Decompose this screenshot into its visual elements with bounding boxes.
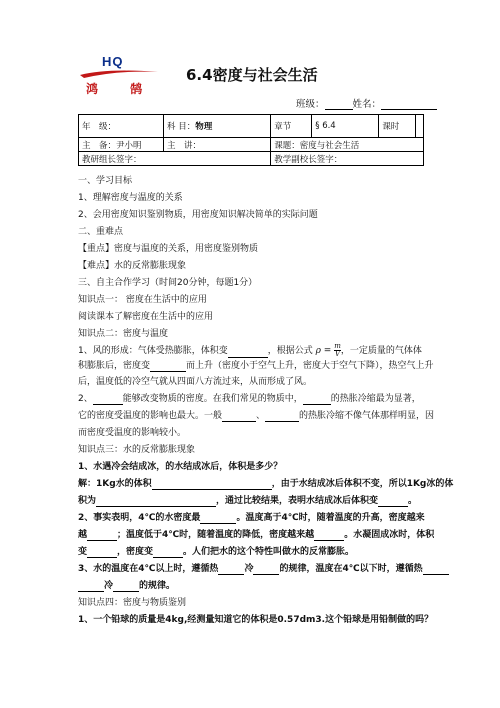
blank[interactable]	[265, 411, 299, 422]
topic-cell: 课题：密度与社会生活	[271, 138, 424, 152]
q3-1: 1、水遇冷会结成冰，的水结成冰后，体积是多少？	[78, 462, 283, 472]
logo-chinese: 鸿 鹄	[86, 82, 157, 96]
grade-cell: 年 级：	[79, 115, 164, 138]
period-cell: 课时	[379, 115, 416, 138]
blank[interactable]	[228, 347, 268, 358]
name-label: 姓名：	[352, 99, 382, 110]
q3-8: 冷 的规律。	[78, 580, 175, 592]
blank[interactable]	[87, 547, 117, 558]
goal-1: 1、理解密度与温度的关系	[78, 193, 183, 203]
q2-line3: 而密度受温度的影响较小。	[78, 428, 187, 438]
class-field[interactable]	[325, 99, 353, 110]
blank[interactable]	[87, 530, 117, 541]
class-label: 班级：	[296, 99, 325, 110]
blank[interactable]	[150, 361, 186, 372]
lesson-info-table	[78, 114, 424, 166]
knowledge-2: 知识点二：密度与温度	[78, 329, 169, 339]
blank[interactable]	[303, 394, 331, 405]
knowledge-3: 知识点三：水的反常膨胀现象	[78, 445, 196, 455]
blank[interactable]	[96, 496, 216, 507]
knowledge-1: 知识点一： 密度在生活中的应用	[78, 295, 207, 305]
density-formula: ρ = $\frac{m}{V}$	[315, 342, 341, 358]
q3-4: 2、事实表明，4℃的水密度最 。温度高于4℃时，随着温度的升高，密度越来	[78, 513, 425, 523]
leader-sign-cell: 教研组长签字：	[79, 152, 271, 166]
knowledge-4: 知识点四：密度与物质鉴别	[78, 598, 187, 608]
lecturer-cell: 主 讲：	[164, 138, 271, 152]
blank[interactable]	[78, 581, 104, 592]
q3-6: 变 ，密度变 。人们把水的这个特性叫做水的反常膨胀。	[78, 547, 355, 557]
section-goals: 一、学习目标	[78, 176, 133, 186]
vp-sign-cell: 教学副校长签字：	[271, 152, 424, 166]
blank[interactable]	[218, 564, 244, 575]
q1-line3: 后，温度低的冷空气就从四面八方流过来，从而形成了风。	[78, 377, 313, 387]
blank[interactable]	[93, 394, 123, 405]
blank[interactable]	[378, 496, 408, 507]
section-keypoints: 二、重难点	[78, 227, 124, 237]
q3-2: 解：1Kg水的体积 ，由于水结成冰后体积不变，所以1Kg冰的体	[78, 479, 454, 489]
chapter-value-cell: § 6.4	[312, 115, 379, 138]
preparer-cell: 主 备：尹小明	[79, 138, 164, 152]
logo-text: HQ	[102, 54, 124, 69]
swoosh-icon	[78, 66, 160, 80]
key-point: 【重点】密度与温度的关系，用密度鉴别物质	[78, 244, 259, 254]
class-name-line	[296, 96, 437, 110]
q4-1: 1、一个铅球的质量是4kg,经测量知道它的体积是0.57dm3.这个铅球是用铅制做的吗？	[78, 615, 434, 625]
chapter-label-cell: 章节	[271, 115, 312, 138]
period-value-cell[interactable]	[416, 115, 424, 138]
name-field[interactable]	[381, 99, 437, 110]
q1-line2: 积膨胀后，密度变 而上升（密度小于空气上升，密度大于空气下降），热空气上升	[78, 361, 434, 371]
blank[interactable]	[153, 547, 183, 558]
q3-3: 积为 ，通过比较结果，表明水结成冰后体积变 。	[78, 496, 418, 506]
blank[interactable]	[200, 513, 236, 524]
subject-cell: 科 目：物理	[164, 115, 271, 138]
blank[interactable]	[152, 479, 272, 490]
blank[interactable]	[314, 530, 344, 541]
hq-logo	[78, 54, 160, 100]
goal-2: 2、会用密度知识鉴别物质，用密度知识解决简单的实际问题	[78, 210, 318, 220]
blank[interactable]	[253, 564, 279, 575]
blank[interactable]	[113, 581, 139, 592]
q3-7: 3、水的温度在4℃以上时，遵循热 冷 的规律，温度在4℃以下时，遵循热	[78, 563, 449, 575]
difficult-point: 【难点】水的反常膨胀现象	[78, 261, 187, 271]
page-title: 6.4密度与社会生活	[186, 66, 318, 84]
q2-line2: 它的密度受温度的影响也最大。一般 、 的热胀冷缩不像气体那样明显，因	[78, 411, 435, 421]
blank[interactable]	[423, 564, 449, 575]
q2-line1: 2、 能够改变物质的密度。在我们常见的物质中， 的热胀冷缩最为显著，	[78, 394, 421, 404]
blank[interactable]	[222, 411, 256, 422]
knowledge-1-read: 阅读课本了解密度在生活中的应用	[78, 312, 214, 322]
section-self-study: 三、自主合作学习（时间20分钟，每题1分）	[78, 278, 258, 288]
q3-5: 越 ；温度低于4℃时，随着温度的降低，密度越来越 。水凝固成冰时，体积	[78, 530, 435, 540]
q1-line1: 1、风的形成：气体受热膨胀，体积变 ，根据公式 ρ = $\frac{m}{V}$ ，一定质量的气体体	[78, 342, 422, 358]
